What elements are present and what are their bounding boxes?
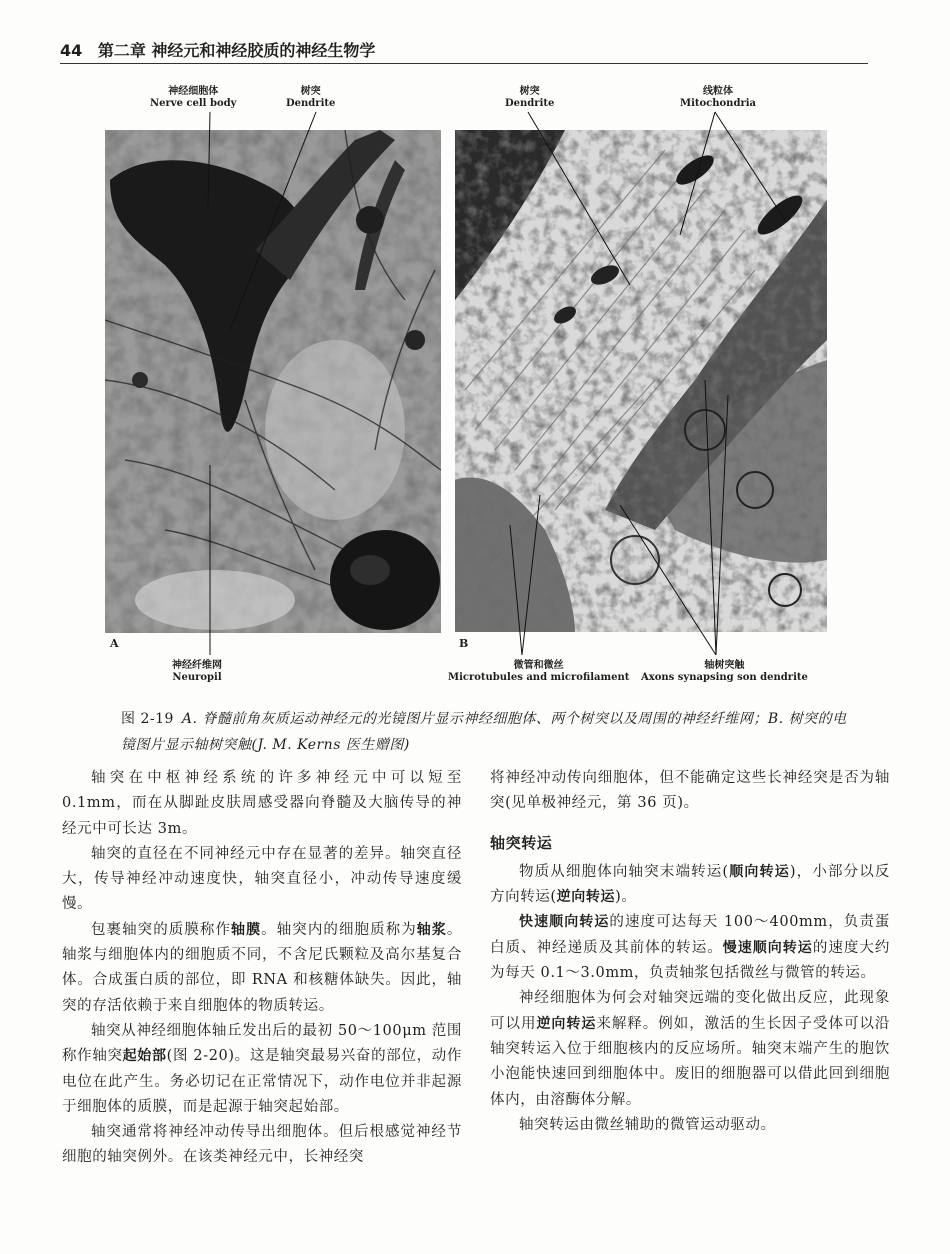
paragraph: 将神经冲动传向细胞体，但不能确定这些长神经突是否为轴突(见单极神经元，第 36 页)。 — [490, 770, 890, 812]
paragraph: 物质从细胞体向轴突末端转运(顺向转运)，小部分以反方向转运(逆向转运)。 — [490, 863, 891, 906]
term-axoplasm: 轴浆 — [416, 921, 447, 938]
paragraph: 轴突通常将神经冲动传导出细胞体。但后根感觉神经节细胞的轴突例外。在该类神经元中，长神经突 — [62, 1124, 462, 1166]
term-fast-anterograde: 快速顺向转运 — [519, 914, 610, 931]
paragraph: 轴突在中枢神经系统的许多神经元中可以短至 0.1mm，而在从脚趾皮肤周感受器向脊髓及大脑传导的神经元中可长达 3m。 — [62, 770, 462, 837]
header-rule — [60, 63, 868, 64]
term-slow-anterograde: 慢速顺向转运 — [722, 939, 813, 956]
label-dendrite-a: 树突 Dendrite — [286, 86, 336, 109]
paragraph: 包裹轴突的质膜称作轴膜。轴突内的细胞质称为轴浆。轴浆与细胞体内的细胞质不同，不含尼氏颗粒及高尔基复合体。合成蛋白质的部位，即 RNA 和核糖体缺失。因此，轴突的存活依赖于来自细胞体的物质转运。 — [62, 921, 463, 1014]
term-anterograde: 顺向转运 — [728, 863, 790, 880]
figure-number: 图 2-19 — [121, 711, 174, 727]
label-axons-synapsing: 轴树突触 Axons synapsing son dendrite — [641, 660, 808, 683]
micrograph-b-electron — [455, 130, 827, 632]
term-axolemma: 轴膜 — [231, 921, 262, 938]
micrograph-a-light — [105, 130, 441, 633]
label-nerve-cell-body: 神经细胞体 Nerve cell body — [150, 86, 237, 109]
caption-text: A. 脊髓前角灰质运动神经元的光镜图片显示神经细胞体、两个树突以及周围的神经纤维网；B. 树突的电镜图片显示轴树突触(J. M. Kerns 医生赠图) — [121, 711, 847, 753]
section-heading: 轴突转运 — [490, 833, 553, 852]
label-microtubules: 微管和微丝 Microtubules and microfilament — [448, 660, 630, 683]
panel-letter-b: B — [459, 637, 469, 650]
label-dendrite-b: 树突 Dendrite — [505, 86, 555, 109]
paragraph: 神经细胞体为何会对轴突远端的变化做出反应，此现象可以用逆向转运来解释。例如，激活的生长因子受体可以沿轴突转运入位于细胞核内的反应场所。轴突末端产生的胞饮小泡能快速回到细胞体中。废旧的细胞器可以借此回到细胞体内，由溶酶体分解。 — [490, 990, 890, 1108]
page-number: 44 — [60, 41, 83, 60]
left-column — [62, 766, 462, 1171]
paragraph: 轴突的直径在不同神经元中存在显著的差异。轴突直径大，传导神经冲动速度快，轴突直径小，冲动传导速度缓慢。 — [62, 845, 462, 913]
chapter-title: 第二章 神经元和神经胶质的神经生物学 — [97, 41, 376, 60]
figure-caption — [121, 706, 861, 758]
label-neuropil: 神经纤维网 Neuropil — [172, 660, 222, 683]
paragraph: 快速顺向转运的速度可达每天 100～400mm，负责蛋白质、神经递质及其前体的转运。慢速顺向转运的速度大约为每天 0.1～3.0mm，负责轴浆包括微丝与微管的转运。 — [490, 914, 890, 982]
term-retrograde: 逆向转运 — [556, 889, 616, 906]
paragraph: 轴突从神经细胞体轴丘发出后的最初 50～100μm 范围称作轴突起始部(图 2-20)。这是轴突最易兴奋的部位，动作电位在此产生。务必切记在正常情况下，动作电位并非起源于细胞体的质膜，而是起源于轴突起始部。 — [62, 1022, 462, 1115]
term-retrograde-2: 逆向转运 — [536, 1015, 597, 1032]
panel-letter-a: A — [110, 637, 119, 650]
paragraph: 轴突转运由微丝辅助的微管运动驱动。 — [519, 1116, 776, 1133]
label-mitochondria: 线粒体 Mitochondria — [680, 86, 756, 109]
page-header — [60, 38, 375, 61]
right-column — [490, 766, 890, 1138]
term-initial-segment: 起始部 — [122, 1048, 167, 1065]
